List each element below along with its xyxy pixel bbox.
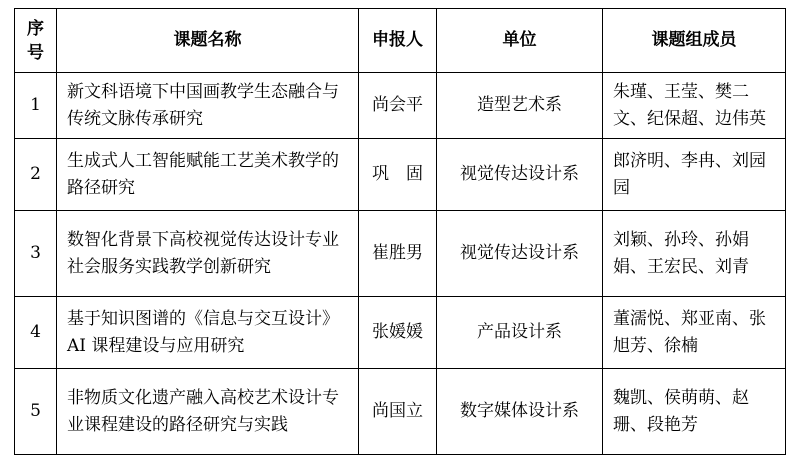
row-reporter: 崔胜男 bbox=[359, 211, 437, 297]
row-reporter: 尚会平 bbox=[359, 73, 437, 139]
row-number: 5 bbox=[15, 369, 57, 455]
row-members: 刘颖、孙玲、孙娟娟、王宏民、刘青 bbox=[603, 211, 786, 297]
row-number: 1 bbox=[15, 73, 57, 139]
table-row bbox=[15, 297, 786, 369]
row-unit: 造型艺术系 bbox=[437, 73, 603, 139]
row-unit: 视觉传达设计系 bbox=[437, 211, 603, 297]
row-reporter: 巩 固 bbox=[359, 139, 437, 211]
header-unit: 单位 bbox=[437, 9, 603, 73]
header-title: 课题名称 bbox=[57, 9, 359, 73]
row-members: 董濡悦、郑亚南、张旭芳、徐楠 bbox=[603, 297, 786, 369]
row-number: 2 bbox=[15, 139, 57, 211]
header-number bbox=[15, 9, 57, 73]
project-table bbox=[14, 8, 786, 455]
row-title: 非物质文化遗产融入高校艺术设计专业课程建设的路径研究与实践 bbox=[57, 369, 359, 455]
row-reporter: 张媛媛 bbox=[359, 297, 437, 369]
row-unit: 产品设计系 bbox=[437, 297, 603, 369]
table-row bbox=[15, 73, 786, 139]
row-reporter: 尚国立 bbox=[359, 369, 437, 455]
table-row bbox=[15, 369, 786, 455]
row-unit: 数字媒体设计系 bbox=[437, 369, 603, 455]
header-reporter: 申报人 bbox=[359, 9, 437, 73]
row-title: 生成式人工智能赋能工艺美术教学的路径研究 bbox=[57, 139, 359, 211]
header-members: 课题组成员 bbox=[603, 9, 786, 73]
row-number: 3 bbox=[15, 211, 57, 297]
header-number-line2: 号 bbox=[27, 42, 44, 63]
row-number: 4 bbox=[15, 297, 57, 369]
table-row bbox=[15, 139, 786, 211]
row-title: 基于知识图谱的《信息与交互设计》AI 课程建设与应用研究 bbox=[57, 297, 359, 369]
header-number-line1: 序 bbox=[27, 18, 44, 39]
table-row bbox=[15, 211, 786, 297]
row-members: 朱瑾、王莹、樊二文、纪保超、边伟英 bbox=[603, 73, 786, 139]
row-members: 郎济明、李冉、刘园园 bbox=[603, 139, 786, 211]
table-header-row bbox=[15, 9, 786, 73]
row-title: 数智化背景下高校视觉传达设计专业社会服务实践教学创新研究 bbox=[57, 211, 359, 297]
row-members: 魏凯、侯萌萌、赵珊、段艳芳 bbox=[603, 369, 786, 455]
row-title: 新文科语境下中国画教学生态融合与传统文脉传承研究 bbox=[57, 73, 359, 139]
row-unit: 视觉传达设计系 bbox=[437, 139, 603, 211]
